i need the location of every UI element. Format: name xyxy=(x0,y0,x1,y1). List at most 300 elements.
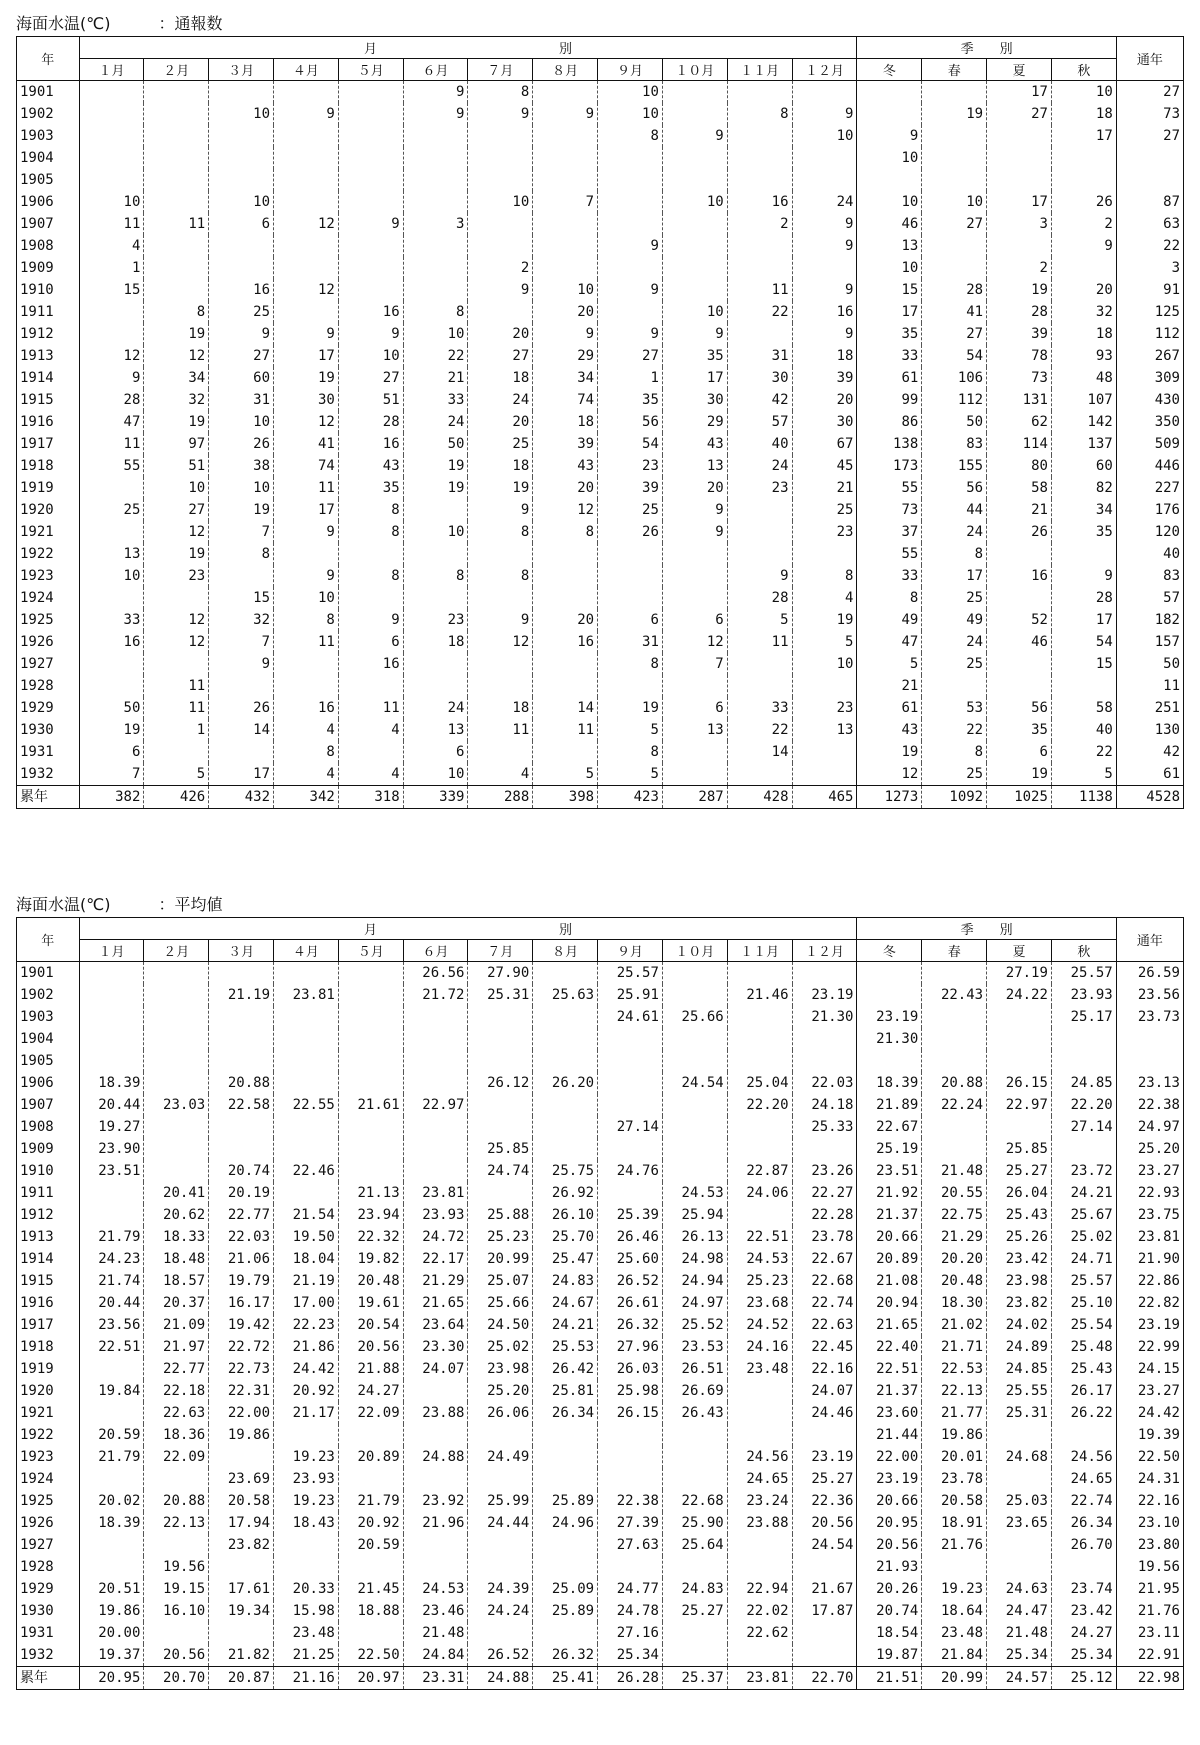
annual-value-cell: 73 xyxy=(1116,103,1183,125)
month-value-cell: 23.26 xyxy=(792,1160,857,1182)
season-value-cell: 23.42 xyxy=(987,1248,1052,1270)
month-value-cell: 21.30 xyxy=(792,1006,857,1028)
season-value-cell: 21.51 xyxy=(857,1667,922,1690)
month-value-cell: 21.54 xyxy=(274,1204,339,1226)
month-value-cell: 4 xyxy=(338,719,403,741)
season-value-cell: 24.57 xyxy=(987,1667,1052,1690)
month-value-cell: 25.89 xyxy=(533,1600,598,1622)
table-row xyxy=(17,433,1184,455)
year-cell: 1908 xyxy=(17,235,80,257)
month-value-cell: 6 xyxy=(338,631,403,653)
season-value-cell: 21.37 xyxy=(857,1380,922,1402)
month-value-cell: 25.99 xyxy=(468,1490,533,1512)
month-value-cell: 20.37 xyxy=(144,1292,209,1314)
month-value-cell: 19 xyxy=(144,323,209,345)
month-value-cell: 24.72 xyxy=(403,1226,468,1248)
month-value-cell: 25.75 xyxy=(533,1160,598,1182)
month-value-cell: 16 xyxy=(209,279,274,301)
month-value-cell: 55 xyxy=(79,455,144,477)
month-value-cell: 22 xyxy=(403,345,468,367)
month-header: １２月 xyxy=(792,940,857,962)
month-value-cell: 27.90 xyxy=(468,962,533,985)
month-value-cell: 20.33 xyxy=(274,1578,339,1600)
month-value-cell: 50 xyxy=(403,433,468,455)
month-value-cell: 11 xyxy=(274,631,339,653)
month-value-cell: 24.96 xyxy=(533,1512,598,1534)
year-cell: 1928 xyxy=(17,675,80,697)
month-value-cell: 20 xyxy=(468,411,533,433)
month-value-cell xyxy=(338,191,403,213)
month-value-cell: 9 xyxy=(403,81,468,104)
month-value-cell: 24.39 xyxy=(468,1578,533,1600)
season-value-cell: 20.66 xyxy=(857,1226,922,1248)
month-value-cell: 8 xyxy=(403,301,468,323)
month-value-cell: 10 xyxy=(338,345,403,367)
month-value-cell: 24.18 xyxy=(792,1094,857,1116)
season-value-cell: 23.19 xyxy=(857,1468,922,1490)
month-value-cell: 9 xyxy=(662,323,727,345)
month-value-cell: 29 xyxy=(662,411,727,433)
month-value-cell: 22.94 xyxy=(727,1578,792,1600)
month-value-cell: 11 xyxy=(274,477,339,499)
month-value-cell: 25.27 xyxy=(662,1600,727,1622)
season-value-cell: 82 xyxy=(1051,477,1116,499)
month-value-cell xyxy=(79,103,144,125)
season-value-cell xyxy=(987,1424,1052,1446)
table-row xyxy=(17,147,1184,169)
month-value-cell: 12 xyxy=(79,345,144,367)
month-value-cell: 20.97 xyxy=(338,1667,403,1690)
season-value-cell: 22.75 xyxy=(922,1204,987,1226)
month-value-cell xyxy=(468,147,533,169)
month-value-cell: 21.48 xyxy=(403,1622,468,1644)
month-value-cell: 32 xyxy=(209,609,274,631)
header-row-groups xyxy=(17,918,1184,940)
month-value-cell: 8 xyxy=(338,521,403,543)
month-value-cell xyxy=(338,235,403,257)
month-value-cell xyxy=(274,1534,339,1556)
month-value-cell: 26.69 xyxy=(662,1380,727,1402)
season-value-cell: 25.34 xyxy=(1051,1644,1116,1667)
month-value-cell: 22.67 xyxy=(792,1248,857,1270)
month-value-cell: 10 xyxy=(209,477,274,499)
month-value-cell xyxy=(79,477,144,499)
season-value-cell: 23.72 xyxy=(1051,1160,1116,1182)
annual-value-cell: 21.95 xyxy=(1116,1578,1183,1600)
season-value-cell: 26.15 xyxy=(987,1072,1052,1094)
table-row xyxy=(17,1116,1184,1138)
month-value-cell: 27.63 xyxy=(598,1534,663,1556)
month-value-cell: 13 xyxy=(792,719,857,741)
season-group-header: 季 別 xyxy=(857,918,1116,940)
season-value-cell: 23.93 xyxy=(1051,984,1116,1006)
month-value-cell: 19.86 xyxy=(79,1600,144,1622)
month-value-cell xyxy=(144,147,209,169)
month-value-cell xyxy=(79,1556,144,1578)
month-value-cell: 31 xyxy=(209,389,274,411)
month-value-cell: 26 xyxy=(598,521,663,543)
month-value-cell: 23.69 xyxy=(209,1468,274,1490)
month-value-cell: 18.33 xyxy=(144,1226,209,1248)
year-cell: 1923 xyxy=(17,565,80,587)
month-value-cell xyxy=(403,653,468,675)
month-value-cell: 22.63 xyxy=(144,1402,209,1424)
month-value-cell: 25.34 xyxy=(598,1644,663,1667)
month-value-cell xyxy=(792,675,857,697)
month-value-cell xyxy=(338,1072,403,1094)
month-value-cell xyxy=(79,125,144,147)
month-value-cell xyxy=(533,1556,598,1578)
season-value-cell: 26.04 xyxy=(987,1182,1052,1204)
table-row xyxy=(17,521,1184,543)
year-cell: 1923 xyxy=(17,1446,80,1468)
month-value-cell xyxy=(662,169,727,191)
header-row-groups xyxy=(17,37,1184,59)
month-value-cell: 9 xyxy=(792,279,857,301)
annual-value-cell: 21.76 xyxy=(1116,1600,1183,1622)
month-value-cell xyxy=(662,1622,727,1644)
table-row xyxy=(17,1644,1184,1667)
month-value-cell: 19 xyxy=(144,411,209,433)
month-value-cell xyxy=(662,1446,727,1468)
table-row xyxy=(17,565,1184,587)
season-value-cell: 17 xyxy=(1051,125,1116,147)
month-value-cell xyxy=(338,543,403,565)
month-value-cell: 9 xyxy=(338,609,403,631)
month-value-cell: 30 xyxy=(662,389,727,411)
month-value-cell xyxy=(533,213,598,235)
table-row xyxy=(17,1050,1184,1072)
year-cell: 1904 xyxy=(17,1028,80,1050)
month-value-cell: 23.19 xyxy=(792,1446,857,1468)
season-value-cell xyxy=(1051,1138,1116,1160)
annual-value-cell: 309 xyxy=(1116,367,1183,389)
table-row xyxy=(17,984,1184,1006)
month-value-cell xyxy=(79,962,144,985)
month-value-cell xyxy=(144,1006,209,1028)
month-value-cell: 19 xyxy=(79,719,144,741)
month-value-cell: 9 xyxy=(338,323,403,345)
month-value-cell xyxy=(274,125,339,147)
annual-value-cell: 22.93 xyxy=(1116,1182,1183,1204)
season-value-cell: 18.64 xyxy=(922,1600,987,1622)
table-row xyxy=(17,257,1184,279)
month-value-cell: 13 xyxy=(662,719,727,741)
month-value-cell: 22.32 xyxy=(338,1226,403,1248)
year-cell: 1908 xyxy=(17,1116,80,1138)
month-value-cell: 9 xyxy=(533,103,598,125)
season-value-cell: 23.74 xyxy=(1051,1578,1116,1600)
season-value-cell: 19.86 xyxy=(922,1424,987,1446)
month-value-cell: 16 xyxy=(727,191,792,213)
season-value-cell: 25.57 xyxy=(1051,962,1116,985)
month-value-cell: 6 xyxy=(662,609,727,631)
month-value-cell: 9 xyxy=(274,103,339,125)
month-value-cell: 24.23 xyxy=(79,1248,144,1270)
month-value-cell: 25.60 xyxy=(598,1248,663,1270)
month-value-cell: 21.29 xyxy=(403,1270,468,1292)
month-value-cell xyxy=(209,1050,274,1072)
month-value-cell: 20.51 xyxy=(79,1578,144,1600)
header-row-columns xyxy=(17,940,1184,962)
month-value-cell xyxy=(403,147,468,169)
month-value-cell xyxy=(274,1050,339,1072)
month-value-cell: 9 xyxy=(209,653,274,675)
season-value-cell: 21.30 xyxy=(857,1028,922,1050)
month-value-cell xyxy=(533,1050,598,1072)
month-value-cell xyxy=(403,1468,468,1490)
month-value-cell: 11 xyxy=(79,433,144,455)
month-value-cell xyxy=(144,1138,209,1160)
year-cell: 1920 xyxy=(17,499,80,521)
season-value-cell: 21.02 xyxy=(922,1314,987,1336)
month-value-cell: 9 xyxy=(274,323,339,345)
month-value-cell: 23.31 xyxy=(403,1667,468,1690)
month-value-cell: 423 xyxy=(598,786,663,809)
month-value-cell xyxy=(79,81,144,104)
month-value-cell: 31 xyxy=(598,631,663,653)
season-value-cell: 23.19 xyxy=(857,1006,922,1028)
annual-value-cell: 27 xyxy=(1116,125,1183,147)
season-value-cell: 24.63 xyxy=(987,1578,1052,1600)
table-row xyxy=(17,1314,1184,1336)
month-value-cell xyxy=(338,257,403,279)
table-row xyxy=(17,1578,1184,1600)
season-value-cell: 22.51 xyxy=(857,1358,922,1380)
month-value-cell xyxy=(662,1160,727,1182)
month-value-cell: 16 xyxy=(79,631,144,653)
month-value-cell xyxy=(144,1116,209,1138)
season-value-cell xyxy=(857,984,922,1006)
season-value-cell: 5 xyxy=(857,653,922,675)
month-value-cell: 24.52 xyxy=(727,1314,792,1336)
month-value-cell: 20.00 xyxy=(79,1622,144,1644)
season-value-cell: 21.84 xyxy=(922,1644,987,1667)
season-value-cell xyxy=(922,147,987,169)
month-value-cell xyxy=(338,1050,403,1072)
table-row xyxy=(17,411,1184,433)
month-value-cell: 20 xyxy=(662,477,727,499)
month-value-cell xyxy=(79,1402,144,1424)
month-value-cell xyxy=(468,1028,533,1050)
month-value-cell xyxy=(727,1556,792,1578)
month-value-cell: 20 xyxy=(533,477,598,499)
month-value-cell: 426 xyxy=(144,786,209,809)
year-cell: 1915 xyxy=(17,389,80,411)
season-value-cell: 46 xyxy=(857,213,922,235)
month-value-cell: 24.74 xyxy=(468,1160,533,1182)
season-value-cell: 24.02 xyxy=(987,1314,1052,1336)
month-value-cell: 22.13 xyxy=(144,1512,209,1534)
month-value-cell xyxy=(792,741,857,763)
month-header: ２月 xyxy=(144,940,209,962)
month-value-cell xyxy=(792,1644,857,1667)
season-value-cell: 24.21 xyxy=(1051,1182,1116,1204)
month-value-cell: 23.93 xyxy=(274,1468,339,1490)
table-row xyxy=(17,1248,1184,1270)
month-value-cell xyxy=(662,741,727,763)
month-value-cell: 9 xyxy=(274,521,339,543)
season-value-cell: 27.19 xyxy=(987,962,1052,985)
month-value-cell: 8 xyxy=(338,565,403,587)
month-value-cell xyxy=(662,257,727,279)
month-value-cell: 24 xyxy=(792,191,857,213)
year-cell: 1929 xyxy=(17,697,80,719)
table-row xyxy=(17,455,1184,477)
month-value-cell: 23.81 xyxy=(403,1182,468,1204)
total-row xyxy=(17,1667,1184,1690)
season-value-cell xyxy=(857,1050,922,1072)
month-value-cell: 25.64 xyxy=(662,1534,727,1556)
season-value-cell: 47 xyxy=(857,631,922,653)
table-row xyxy=(17,1182,1184,1204)
table-row xyxy=(17,235,1184,257)
month-header: １０月 xyxy=(662,59,727,81)
month-value-cell: 12 xyxy=(533,499,598,521)
season-value-cell: 10 xyxy=(922,191,987,213)
month-value-cell: 10 xyxy=(662,301,727,323)
month-value-cell xyxy=(209,147,274,169)
month-value-cell xyxy=(598,1138,663,1160)
month-value-cell: 22.31 xyxy=(209,1380,274,1402)
month-value-cell: 4 xyxy=(79,235,144,257)
season-value-cell: 5 xyxy=(1051,763,1116,786)
month-value-cell: 25.47 xyxy=(533,1248,598,1270)
month-value-cell: 9 xyxy=(468,499,533,521)
year-cell: 1909 xyxy=(17,1138,80,1160)
month-value-cell: 24.44 xyxy=(468,1512,533,1534)
month-value-cell: 23.46 xyxy=(403,1600,468,1622)
season-value-cell xyxy=(922,257,987,279)
month-value-cell: 26.32 xyxy=(598,1314,663,1336)
month-value-cell: 25.70 xyxy=(533,1226,598,1248)
month-value-cell: 19 xyxy=(209,499,274,521)
month-value-cell: 19.84 xyxy=(79,1380,144,1402)
season-value-cell: 15 xyxy=(857,279,922,301)
season-value-cell: 99 xyxy=(857,389,922,411)
annual-value-cell: 61 xyxy=(1116,763,1183,786)
season-value-cell xyxy=(987,1028,1052,1050)
month-value-cell xyxy=(468,1468,533,1490)
month-value-cell: 5 xyxy=(727,609,792,631)
annual-header: 通年 xyxy=(1116,37,1183,81)
month-value-cell: 26.06 xyxy=(468,1402,533,1424)
annual-value-cell: 430 xyxy=(1116,389,1183,411)
month-value-cell: 18.39 xyxy=(79,1072,144,1094)
month-value-cell: 20.56 xyxy=(338,1336,403,1358)
month-value-cell: 20.19 xyxy=(209,1182,274,1204)
month-value-cell: 27 xyxy=(209,345,274,367)
month-value-cell xyxy=(209,1556,274,1578)
year-cell: 1917 xyxy=(17,1314,80,1336)
annual-value-cell: 23.81 xyxy=(1116,1226,1183,1248)
month-value-cell: 51 xyxy=(338,389,403,411)
month-value-cell: 12 xyxy=(144,521,209,543)
table-row xyxy=(17,763,1184,786)
annual-value-cell: 23.80 xyxy=(1116,1534,1183,1556)
month-value-cell: 42 xyxy=(727,389,792,411)
month-value-cell: 15 xyxy=(79,279,144,301)
month-value-cell: 20.56 xyxy=(792,1512,857,1534)
month-value-cell: 4 xyxy=(338,763,403,786)
month-value-cell: 11 xyxy=(727,631,792,653)
month-value-cell: 24.83 xyxy=(662,1578,727,1600)
season-value-cell: 23.82 xyxy=(987,1292,1052,1314)
table-row xyxy=(17,213,1184,235)
month-value-cell: 21.06 xyxy=(209,1248,274,1270)
month-value-cell: 25.63 xyxy=(533,984,598,1006)
season-value-cell: 21.44 xyxy=(857,1424,922,1446)
month-value-cell: 17 xyxy=(274,499,339,521)
count-table-title: 海面水温(℃) ：通報数 xyxy=(16,14,223,33)
month-value-cell: 18.36 xyxy=(144,1424,209,1446)
month-value-cell: 19 xyxy=(468,477,533,499)
month-value-cell: 21.79 xyxy=(338,1490,403,1512)
season-value-cell: 56 xyxy=(987,697,1052,719)
month-value-cell: 7 xyxy=(662,653,727,675)
month-value-cell: 22.63 xyxy=(792,1314,857,1336)
season-value-cell xyxy=(1051,1424,1116,1446)
month-value-cell: 23.92 xyxy=(403,1490,468,1512)
season-value-cell: 54 xyxy=(1051,631,1116,653)
year-cell: 1918 xyxy=(17,455,80,477)
month-value-cell: 9 xyxy=(468,279,533,301)
month-value-cell xyxy=(662,587,727,609)
month-value-cell: 8 xyxy=(792,565,857,587)
month-value-cell: 19.86 xyxy=(209,1424,274,1446)
season-value-cell: 21.48 xyxy=(987,1622,1052,1644)
month-value-cell xyxy=(209,1116,274,1138)
year-cell: 1905 xyxy=(17,169,80,191)
month-value-cell: 25.41 xyxy=(533,1667,598,1690)
season-value-cell: 20.95 xyxy=(857,1512,922,1534)
month-value-cell xyxy=(144,1622,209,1644)
season-value-cell: 23.42 xyxy=(1051,1600,1116,1622)
month-value-cell: 19.56 xyxy=(144,1556,209,1578)
season-value-cell: 24 xyxy=(922,631,987,653)
month-header: １１月 xyxy=(727,940,792,962)
season-value-cell xyxy=(922,675,987,697)
season-value-cell: 21.77 xyxy=(922,1402,987,1424)
month-value-cell xyxy=(144,235,209,257)
annual-value-cell: 23.73 xyxy=(1116,1006,1183,1028)
month-value-cell xyxy=(468,675,533,697)
season-value-cell: 25.67 xyxy=(1051,1204,1116,1226)
month-value-cell: 9 xyxy=(209,323,274,345)
season-value-cell: 23.78 xyxy=(922,1468,987,1490)
season-value-cell: 25 xyxy=(922,587,987,609)
month-value-cell: 10 xyxy=(274,587,339,609)
season-value-cell: 27 xyxy=(922,323,987,345)
month-value-cell: 30 xyxy=(274,389,339,411)
month-value-cell: 9 xyxy=(598,279,663,301)
season-value-cell: 15 xyxy=(1051,653,1116,675)
season-value-cell: 25.43 xyxy=(987,1204,1052,1226)
season-value-cell: 2 xyxy=(1051,213,1116,235)
month-value-cell: 20 xyxy=(533,609,598,631)
month-value-cell: 23.82 xyxy=(209,1534,274,1556)
season-value-cell: 61 xyxy=(857,367,922,389)
month-value-cell: 35 xyxy=(338,477,403,499)
month-value-cell: 24 xyxy=(727,455,792,477)
season-value-cell: 52 xyxy=(987,609,1052,631)
month-value-cell: 382 xyxy=(79,786,144,809)
season-value-cell: 18.91 xyxy=(922,1512,987,1534)
year-cell: 1924 xyxy=(17,1468,80,1490)
month-value-cell: 18 xyxy=(403,631,468,653)
month-value-cell xyxy=(338,81,403,104)
month-value-cell xyxy=(468,653,533,675)
